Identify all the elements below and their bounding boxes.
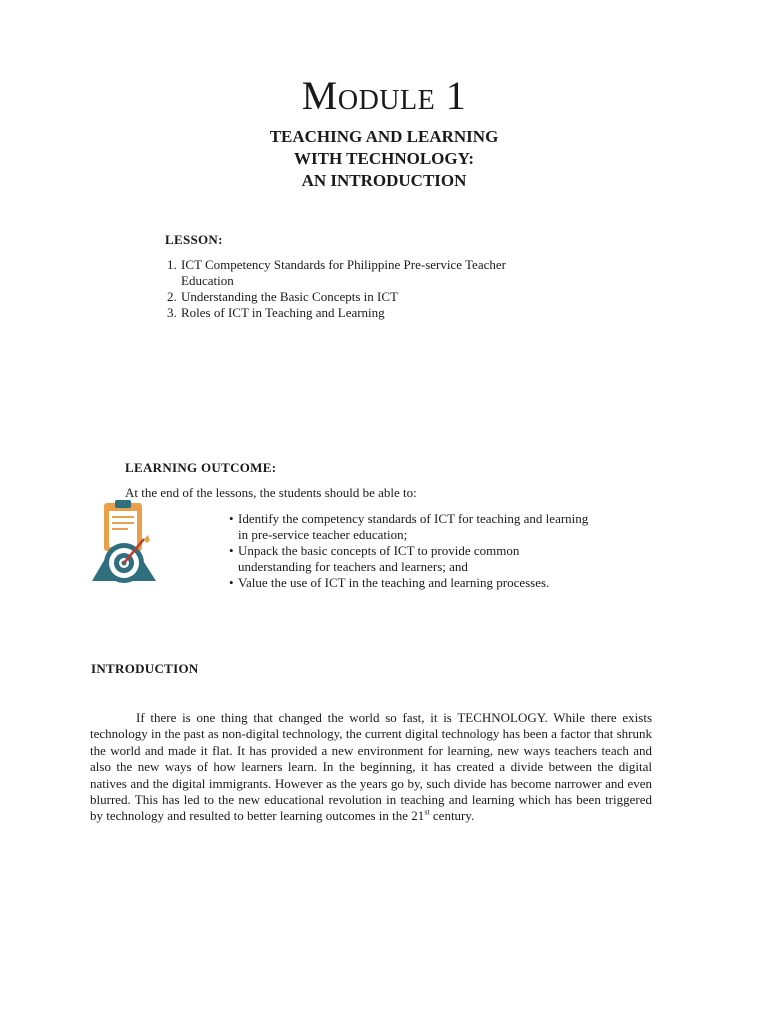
subtitle-line-1: TEACHING AND LEARNING (269, 127, 499, 146)
introduction-heading: INTRODUCTION (91, 661, 199, 676)
learning-outcome-bullets (229, 511, 669, 591)
list-item-continuation: understanding for teachers and learners; and (238, 559, 468, 574)
learning-outcome-intro: At the end of the lessons, the students should be able to: (125, 485, 417, 500)
clipboard-target-icon (92, 499, 156, 587)
lesson-item: 2. Understanding the Basic Concepts in ICT (167, 289, 398, 304)
learning-outcome-heading: LEARNING OUTCOME: (125, 460, 277, 475)
ordinal-superscript: st (424, 808, 430, 818)
lesson-list (167, 257, 506, 321)
lesson-item: 3. Roles of ICT in Teaching and Learning (167, 305, 385, 320)
list-item: • Unpack the basic concepts of ICT to provide common (229, 543, 520, 558)
list-item: • Identify the competency standards of ICT for teaching and learning (229, 511, 589, 526)
lesson-item: 1. ICT Competency Standards for Philippine Pre-service Teacher (167, 257, 506, 272)
lesson-item-continuation: Education (181, 273, 234, 288)
subtitle-line-3: AN INTRODUCTION (301, 171, 467, 190)
module-title: Module 1 (301, 73, 467, 118)
subtitle-line-2: WITH TECHNOLOGY: (294, 149, 474, 168)
list-item: • Value the use of ICT in the teaching and learning processes. (229, 575, 550, 590)
list-item-continuation: in pre-service teacher education; (238, 527, 408, 542)
lesson-heading: LESSON: (165, 232, 223, 247)
introduction-paragraph: If there is one thing that changed the world so fast, it is TECHNOLOGY. While there exists technology in the past as non-digital technology, the current digital technology has been a factor that shrunk the world and made it flat. It has provided a new environment for learning, new ways teachers teach and also the new ways of how learners learn. In the beginning, it has created a divide between the digital natives and the digital immigrants. However as the years go by, such divide has become narrower and even blurred. This has led to the new educational revolution in teaching and learning which has been triggered by technology and resulted to better learning outcomes in the 21st century. (90, 710, 652, 824)
